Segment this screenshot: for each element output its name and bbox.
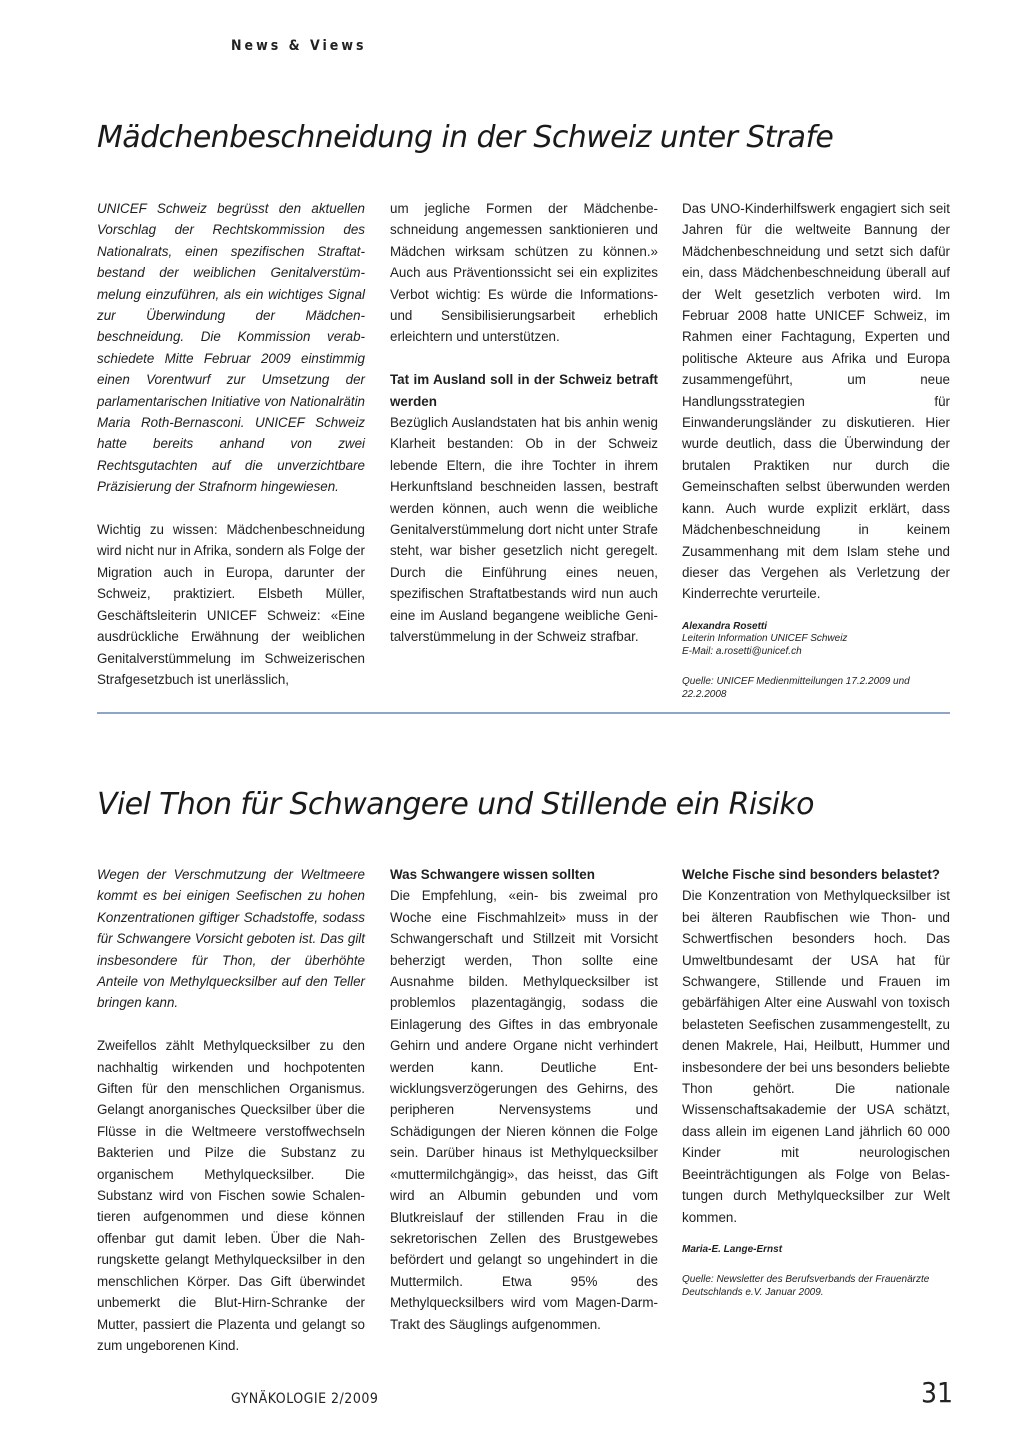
journal-issue: GYNÄKOLOGIE 2/2009 — [231, 1391, 379, 1407]
article2-column-3 — [682, 864, 950, 1299]
source-note: Quelle: UNICEF Medienmitteilungen 17.2.2009 und 22.2.2008 — [682, 676, 910, 700]
article-lead: Wegen der Verschmutzung der Weltmeere kommt es bei einigen Seefischen zu hohen Konzentrationen giftiger Schadstoffe, sodass für Schwangere Vorsicht geboten ist. Das gilt insbesondere für Thon, der überhöhte Anteile von Methylquecksilber auf den Teller bringen kann. — [97, 867, 365, 1011]
body-paragraph: Das UNO-Kinderhilfswerk engagiert sich seit Jahren für die weltweite Bannung der Mädchenbeschneidung und setzt sich dafür ein, dass Mädchenbeschneidung überall auf der Welt gesetzlich verboten wird. Im Februar 2008 hatte UNICEF Schweiz, im Rahmen einer Fachtagung, Experten und politische Akteure aus Afrika und Europa zusammengeführt, um neue Handlungsstrategien für Einwanderungsländer zu diskutieren. Hier wurde deutlich, dass die Überwindung der brutalen Praktiken nur durch die Gemeinschaften selbst überwunden werden kann. Auch wurde explizit erklärt, dass Mädchenbeschneidung in keinem Zusammenhang mit dem Islam stehe und dieser das Vergehen als Verletzung der Kinderrechte verurteile. — [682, 201, 950, 602]
section-header: News & Views — [231, 38, 367, 54]
author-name: Alexandra Rosetti — [682, 620, 768, 632]
article-title: Viel Thon für Schwangere und Stillende ein Risiko — [97, 787, 814, 822]
article1-column-2 — [390, 198, 658, 648]
body-paragraph: Wichtig zu wissen: Mädchenbeschneidung wird nicht nur in Afrika, sondern als Folge der Migration auch in Europa, darunter der Schweiz, praktiziert. Elsbeth Müller, Geschäftsleiterin UNICEF Schweiz: «Eine ausdrückliche Erwähnung der weiblichen Genitalverstümmelung im Schweizerischen Strafgesetzbuch ist unerlässlich, — [97, 522, 365, 687]
subheading: Tat im Ausland soll in der Schweiz betraft werden — [390, 372, 658, 409]
subheading: Welche Fische sind besonders belastet? — [682, 867, 940, 882]
author-role: Leiterin Information UNICEF Schweiz — [682, 633, 848, 645]
article1-column-1 — [97, 198, 365, 690]
article-title: Mädchenbeschneidung in der Schweiz unter Strafe — [97, 120, 834, 155]
author-name: Maria-E. Lange-Ernst — [682, 1243, 783, 1255]
page-number: 31 — [921, 1376, 954, 1409]
article-divider — [97, 712, 950, 714]
source-note: Quelle: Newsletter des Berufsverbands der Frauenärzte Deutschlands e.V. Januar 2009. — [682, 1274, 930, 1298]
body-paragraph: Zweifellos zählt Methylquecksilber zu den nachhaltig wirkenden und hochpotenten Giften für den menschlichen Organismus. Gelangt anorganisches Quecksilber über die Flüsse in die Weltmeere verstoffwechseln Bakterien und Pilze die Substanz zu organischem Methylquecksilber. Die Substanz wird von Fischen sowie Schalentieren aufgenommen und diese können offenbar gut damit leben. Über die Nahrungskette gelangt Methylquecksilber in den menschlichen Körper. Das Gift überwindet unbemerkt die Blut-Hirn-Schranke der Mutter, passiert die Plazenta und gelangt so zum ungeborenen Kind. — [97, 1038, 365, 1353]
body-paragraph: um jegliche Formen der Mädchenbeschneidung angemessen sanktionieren und Mädchen wirksam schützen zu können.» Auch aus Präventionssicht sei ein explizites Verbot wichtig: Es würde die Informations- und Sensibilisierungsarbeit erheblich erleichtern und unterstützen. — [390, 201, 658, 345]
article-lead: UNICEF Schweiz begrüsst den aktuellen Vorschlag der Rechtskommission des Nationalrats, einen spezifischen Straftatbestand der weiblichen Genitalverstümmelung einzuführen, als ein wichtiges Signal zur Überwindung der Mädchenbeschneidung. Die Kommission verabschiedete Mitte Februar 2009 einstimmig einen Vorentwurf zur Umsetzung der parlamentarischen Initiative von Nationalrätin Maria Roth-Bernasconi. UNICEF Schweiz hatte bereits anhand von zwei Rechtsgutachten auf die unverzichtbare Präzisierung der Strafnorm hingewiesen. — [97, 201, 365, 495]
body-paragraph: Die Empfehlung, «ein- bis zweimal pro Woche eine Fischmahlzeit» muss in der Schwangerschaft und Stillzeit mit Vorsicht beherzigt werden, Thon sollte eine Ausnahme bilden. Methylquecksilber ist problemlos plazentagängig, sodass die Einlagerung des Giftes in das embryonale Gehirn und andere Organe nicht verhindert werden kann. Deutliche Entwicklungsverzögerungen des Gehirns, des peripheren Nervensystems und Schädigungen der Nieren können die Folge sein. Darüber hinaus ist Methylquecksilber «muttermilchgängig», das heisst, das Gift wird an Albumin gebunden und vom Blutkreislauf der stillenden Frau in die sekretorischen Zellen des Brustgewebes befördert und gelangt so ungehindert in die Muttermilch. Etwa 95% des Methylquecksilbers wird vom Magen-Darm-Trakt des Säuglings aufgenommen. — [390, 888, 658, 1332]
author-email: E-Mail: a.rosetti@unicef.ch — [682, 645, 802, 657]
author-block — [682, 1244, 950, 1257]
article2-column-2 — [390, 864, 658, 1335]
article1-column-3 — [682, 198, 950, 701]
body-paragraph: Bezüglich Auslandstaten hat bis anhin wenig Klarheit bestanden: Ob in der Schweiz lebende Eltern, die ihre Tochter in ihrem Herkunftsland beschneiden lassen, bestraft werden können, auch wenn die weibliche Genitalverstümmelung dort nicht unter Strafe steht, war bisher gesetzlich nicht geregelt. Durch die Einführung eines neuen, spezifischen Straftatbestands wird nun auch eine im Ausland begangene weibliche Genitalverstümmelung in der Schweiz strafbar. — [390, 415, 658, 645]
body-paragraph: Die Konzentration von Methylquecksilber ist bei älteren Raubfischen wie Thon- und Schwertfischen besonders hoch. Das Umweltbundesamt der USA hat für Schwangere, Stillende und Frauen im gebärfähigen Alter eine Auswahl von toxisch belasteten Seefischen zusammengestellt, zu denen Makrele, Hai, Heilbutt, Hummer und insbesondere der bei uns besonders beliebte Thon gehört. Die nationale Wissenschaftsakademie der USA schätzt, dass allein im eigenen Land jährlich 60 000 Kinder mit neurologischen Beeinträchtigungen als Folge von Belastungen durch Methylquecksilber zur Welt kommen. — [682, 888, 950, 1225]
article2-column-1 — [97, 864, 365, 1356]
subheading: Was Schwangere wissen sollten — [390, 867, 595, 882]
author-block — [682, 621, 950, 659]
